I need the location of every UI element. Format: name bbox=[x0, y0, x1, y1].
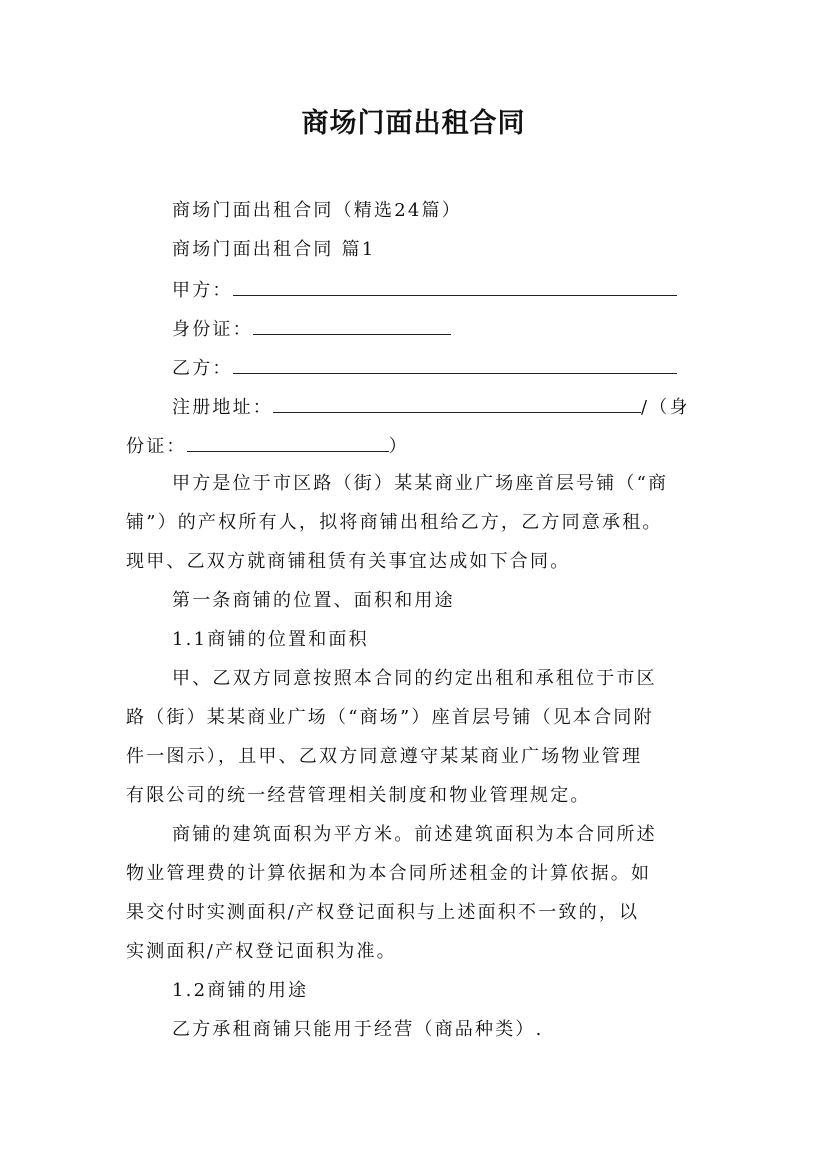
party-a-row bbox=[172, 277, 677, 303]
party-b-label: 乙方： bbox=[172, 358, 233, 379]
id-card-row bbox=[172, 316, 451, 342]
clause1-2-heading: 1.2商铺的用途 bbox=[172, 980, 309, 1001]
para2-line4: 有限公司的统一经营管理相关制度和物业管理规定。 bbox=[126, 785, 591, 806]
section-heading: 商场门面出租合同 篇1 bbox=[172, 239, 376, 260]
para1-line1: 甲方是位于市区路（街）某某商业广场座首层号铺（“商 bbox=[172, 473, 669, 494]
subtitle: 商场门面出租合同（精选24篇） bbox=[172, 200, 462, 221]
para2-line1: 甲、乙双方同意按照本合同的约定出租和承租位于市区 bbox=[172, 668, 657, 689]
para1-line2: 铺”）的产权所有人，拟将商铺出租给乙方，乙方同意承租。 bbox=[126, 512, 663, 533]
para2-line2: 路（街）某某商业广场（“商场”）座首层号铺（见本合同附 bbox=[126, 707, 654, 728]
id-card2-suffix: ） bbox=[388, 436, 409, 457]
id-card2-label: 份证： bbox=[126, 436, 187, 457]
para2-line3: 件一图示），且甲、乙双方同意遵守某某商业广场物业管理 bbox=[126, 746, 643, 767]
party-b-blank bbox=[233, 355, 677, 374]
para3-line4: 实测面积/产权登记面积为准。 bbox=[126, 941, 397, 962]
para3-line2: 物业管理费的计算依据和为本合同所述租金的计算依据。如 bbox=[126, 863, 652, 884]
id-card2-blank bbox=[187, 433, 389, 452]
id-card2-row bbox=[126, 433, 409, 459]
article1-heading: 第一条商铺的位置、面积和用途 bbox=[172, 590, 455, 611]
para3-line3: 果交付时实测面积/产权登记面积与上述面积不一致的，以 bbox=[126, 902, 640, 923]
party-a-blank bbox=[233, 277, 677, 296]
para4-line1: 乙方承租商铺只能用于经营（商品种类）. bbox=[172, 1019, 544, 1040]
id-card-label: 身份证： bbox=[172, 319, 253, 340]
document-title: 商场门面出租合同 bbox=[301, 108, 526, 139]
party-a-label: 甲方： bbox=[172, 280, 233, 301]
reg-address-label: 注册地址： bbox=[172, 397, 273, 418]
reg-address-blank bbox=[273, 394, 641, 413]
reg-address-row bbox=[172, 394, 690, 420]
clause1-1-heading: 1.1商铺的位置和面积 bbox=[172, 629, 369, 650]
party-b-row bbox=[172, 355, 677, 381]
para1-line3: 现甲、乙双方就商铺租赁有关事宜达成如下合同。 bbox=[126, 551, 571, 572]
reg-address-suffix: /（身 bbox=[641, 397, 690, 418]
id-card-blank bbox=[253, 316, 451, 335]
para3-line1: 商铺的建筑面积为平方米。前述建筑面积为本合同所述 bbox=[172, 824, 657, 845]
